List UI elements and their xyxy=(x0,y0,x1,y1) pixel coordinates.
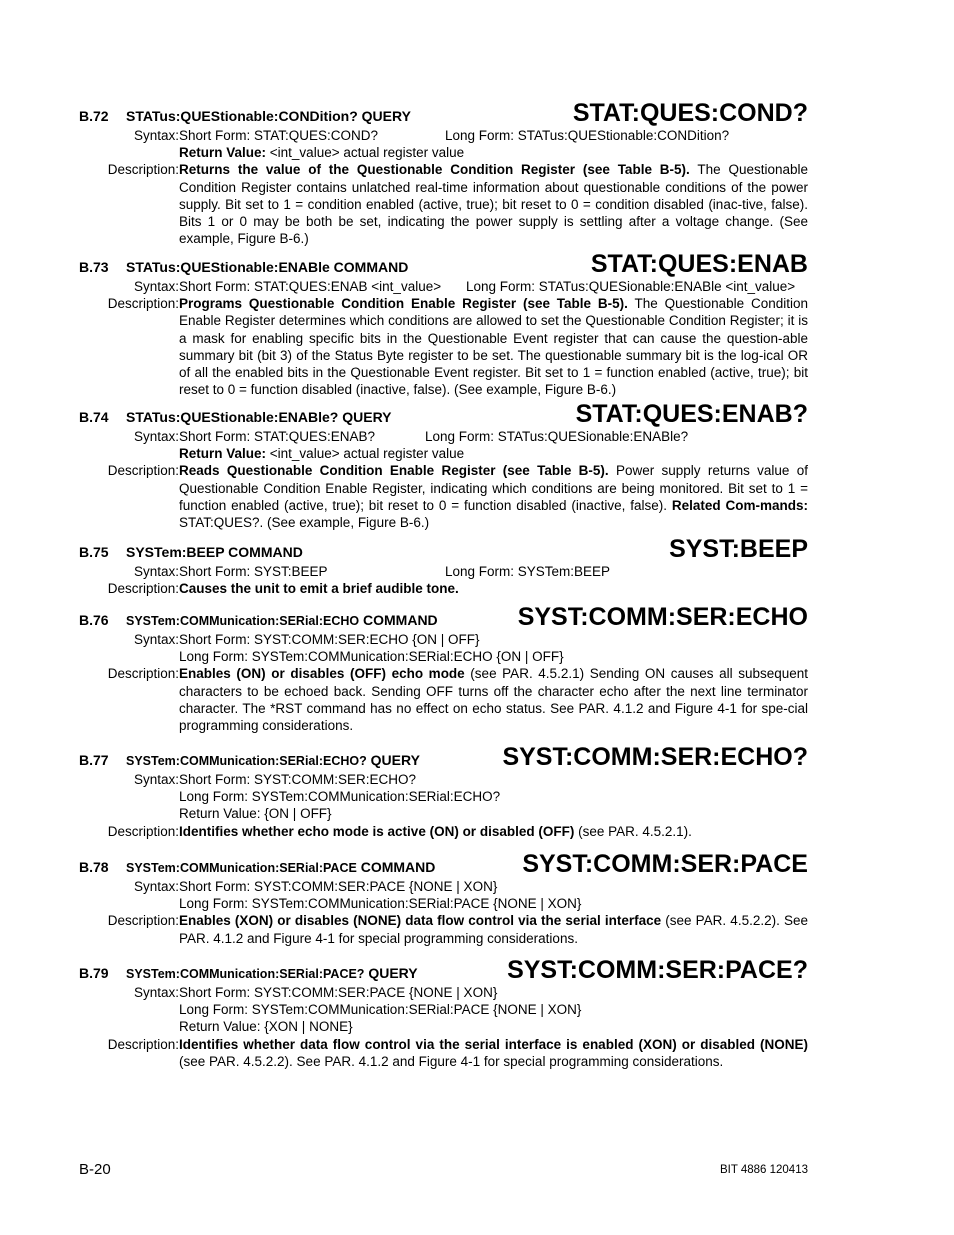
long-form: Long Form: SYSTem:BEEP xyxy=(445,564,611,579)
description-text: (see PAR. 4.5.2.2). See PAR. 4.1.2 and Figure 4-1 for special programming considerations. xyxy=(179,913,808,946)
section-b76 xyxy=(79,601,808,734)
section-heading xyxy=(79,97,808,127)
section-title: STATus:QUEStionable:ENABle? QUERY xyxy=(126,409,392,425)
section-number: B.72 xyxy=(79,108,109,124)
section-title: SYSTem:COMMunication:SERial:ECHO? xyxy=(126,754,367,768)
section-title: SYSTem:COMMunication:SERial:ECHO xyxy=(126,614,360,628)
section-number: B.75 xyxy=(79,544,109,560)
section-number: B.78 xyxy=(79,859,109,875)
section-title: SYSTem:COMMunication:SERial:PACE? xyxy=(126,967,365,981)
return-value: <int_value> actual register value xyxy=(266,446,465,462)
syntax-label: Syntax: xyxy=(133,985,179,1000)
description-label: Description: xyxy=(107,666,179,682)
section-b73 xyxy=(79,248,808,398)
section-number: B.73 xyxy=(79,259,109,275)
related-commands: STAT:QUES?. (See example, Figure B-6.) xyxy=(179,515,430,530)
syntax-label: Syntax: xyxy=(133,128,179,143)
section-title-type: QUERY xyxy=(366,752,420,768)
description-label: Description: xyxy=(107,463,179,479)
section-title: SYSTem:COMMunication:SERial:PACE xyxy=(126,861,357,875)
long-form: Long Form: STATus:QUESionable:ENABle <int_value> xyxy=(466,279,796,294)
command-mnemonic: SYST:COMM:SER:ECHO xyxy=(517,603,808,631)
return-value-label: Return Value: xyxy=(179,446,267,462)
section-heading xyxy=(79,601,808,631)
section-heading xyxy=(79,248,808,278)
description-lead: Returns the value of the Questionable Condition Register (see Table B-5). xyxy=(179,162,690,178)
section-number: B.76 xyxy=(79,612,109,628)
short-form: Short Form: SYST:COMM:SER:PACE {NONE | XON} xyxy=(179,985,498,1000)
syntax-label: Syntax: xyxy=(133,879,179,894)
command-mnemonic: SYST:COMM:SER:ECHO? xyxy=(502,743,808,771)
syntax-label: Syntax: xyxy=(133,564,179,579)
description-text: (see PAR. 4.5.2.1) Sending ON causes all subsequent characters to be echoed back. Sending OFF turns off the character echo after the next line terminator character. The *RST command has no effect on echo status. See PAR. 4.1.2 and Figure 4-1 for spe-cial programming considerations. xyxy=(179,666,809,734)
long-form: Long Form: SYSTem:COMMunication:SERial:PACE {NONE | XON} xyxy=(179,896,582,912)
section-title-type: COMMAND xyxy=(356,859,436,875)
long-form: Long Form: SYSTem:COMMunication:SERial:PACE {NONE | XON} xyxy=(179,1002,582,1018)
description-lead: Enables (XON) or disables (NONE) data flow control via the serial interface xyxy=(179,913,662,929)
short-form: Short Form: SYST:COMM:SER:ECHO {ON | OFF} xyxy=(179,632,480,647)
syntax-label: Syntax: xyxy=(133,429,179,444)
section-heading xyxy=(79,848,808,878)
section-heading xyxy=(79,533,808,563)
page-number: B-20 xyxy=(79,1161,111,1178)
section-title: SYSTem:BEEP COMMAND xyxy=(126,544,303,560)
section-number: B.74 xyxy=(79,409,109,425)
command-mnemonic: STAT:QUES:ENAB? xyxy=(575,400,808,428)
section-number: B.77 xyxy=(79,752,109,768)
description-label: Description: xyxy=(107,913,179,929)
description-label: Description: xyxy=(107,162,179,178)
related-commands-label: Related Com-mands: xyxy=(667,497,808,513)
section-b75 xyxy=(79,533,808,597)
command-mnemonic: SYST:COMM:SER:PACE? xyxy=(507,956,808,984)
section-number: B.79 xyxy=(79,965,109,981)
return-value: <int_value> actual register value xyxy=(266,145,465,161)
section-b72 xyxy=(79,97,808,247)
command-mnemonic: SYST:COMM:SER:PACE xyxy=(522,850,808,878)
section-title: STATus:QUEStionable:ENABle COMMAND xyxy=(126,259,409,275)
long-form: Long Form: STATus:QUEStionable:CONDition? xyxy=(445,128,730,143)
description-text: The Questionable Condition Enable Register determines which conditions are allowed to set the Questionable Condition Register; it is a mask for enabling specific bits in the Questionable Event register that can cause the question-able summary bit (bit 3) of the Status Byte register to be set. The questionable summary bit is the log-ical OR of all the enabled bits in the Questionable Event register. Bit set to 1 = function enabled (active, true); bit reset to 0 = function disabled (inactive, false). (See example, Figure B-6.) xyxy=(179,296,808,398)
section-title: STATus:QUEStionable:CONDition? QUERY xyxy=(126,108,411,124)
short-form: Short Form: SYST:COMM:SER:PACE {NONE | XON} xyxy=(179,879,498,894)
description-text: The Questionable Condition Register contains unlatched real-time information about questionable conditions of the power supply. Bit set to 1 = condition enabled (active, true); bit reset to 0 = condition disabled (inac-tive, false). Bits 1 or 0 may be both be set, indicating the power supply is settling after a voltage change. (See example, Figure B-6.) xyxy=(179,162,808,247)
section-heading xyxy=(79,398,808,428)
section-title-type: QUERY xyxy=(364,965,418,981)
syntax-label: Syntax: xyxy=(133,772,179,787)
return-value-label: Return Value: xyxy=(179,145,267,161)
section-b74 xyxy=(79,398,808,531)
description-text: (see PAR. 4.5.2.2). See PAR. 4.1.2 and Figure 4-1 for special programming considerations. xyxy=(179,1053,724,1069)
syntax-label: Syntax: xyxy=(133,632,179,647)
section-heading xyxy=(79,741,808,771)
description-text: Power supply returns value of Questionable Condition Enable Register, indicating which conditions are being monitored. Bit set to 1 = function enabled (active, true); bit reset to 0 = function disabled (inactive, false). xyxy=(179,463,808,513)
description-lead: Identifies whether data flow control via the serial interface is enabled (XON) or disabled (NONE) xyxy=(179,1036,808,1052)
short-form: Short Form: STAT:QUES:COND? xyxy=(179,128,379,143)
description-label: Description: xyxy=(107,581,179,597)
return-value: Return Value: {XON | NONE} xyxy=(179,1019,353,1035)
short-form: Short Form: SYST:BEEP xyxy=(179,564,328,579)
description-label: Description: xyxy=(107,296,179,312)
description-lead: Causes the unit to emit a brief audible tone. xyxy=(179,581,459,597)
description-lead: Identifies whether echo mode is active (ON) or disabled (OFF) xyxy=(179,823,575,839)
syntax-label: Syntax: xyxy=(133,279,179,294)
document-id: BIT 4886 120413 xyxy=(719,1164,808,1176)
command-mnemonic: SYST:BEEP xyxy=(669,535,808,563)
description-label: Description: xyxy=(107,1036,179,1052)
description-lead: Enables (ON) or disables (OFF) echo mode xyxy=(179,666,465,682)
command-mnemonic: STAT:QUES:COND? xyxy=(572,99,808,127)
section-b78 xyxy=(79,848,808,947)
section-heading xyxy=(79,954,808,984)
long-form: Long Form: SYSTem:COMMunication:SERial:ECHO? xyxy=(179,789,501,805)
section-b79 xyxy=(79,954,808,1070)
return-value: Return Value: {ON | OFF} xyxy=(179,806,332,822)
long-form: Long Form: SYSTem:COMMunication:SERial:ECHO {ON | OFF} xyxy=(179,649,564,665)
description-lead: Reads Questionable Condition Enable Register (see Table B-5). xyxy=(179,463,609,479)
short-form: Short Form: SYST:COMM:SER:ECHO? xyxy=(179,772,417,787)
long-form: Long Form: STATus:QUESionable:ENABle? xyxy=(425,429,689,444)
description-lead: Programs Questionable Condition Enable Register (see Table B-5). xyxy=(179,296,628,312)
description-text: (see PAR. 4.5.2.1). xyxy=(574,823,692,839)
description-label: Description: xyxy=(107,823,179,839)
short-form: Short Form: STAT:QUES:ENAB? xyxy=(179,429,376,444)
section-b77 xyxy=(79,741,808,840)
command-mnemonic: STAT:QUES:ENAB xyxy=(590,250,808,278)
section-title-type: COMMAND xyxy=(359,612,438,628)
short-form: Short Form: STAT:QUES:ENAB <int_value> xyxy=(179,279,442,294)
